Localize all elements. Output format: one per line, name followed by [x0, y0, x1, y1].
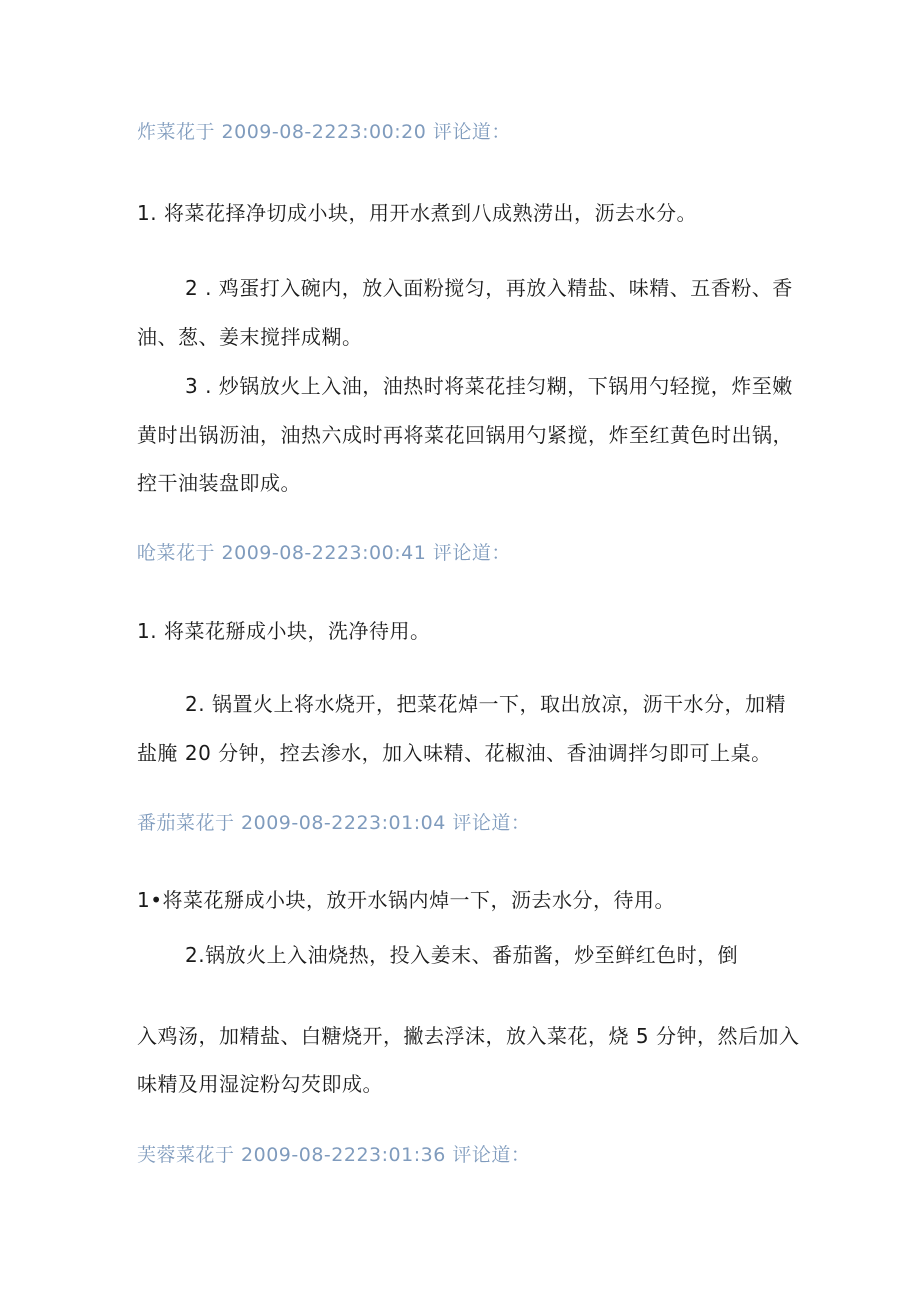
recipe-step: 3 . 炒锅放火上入油，油热时将菜花挂匀糊，下锅用勺轻搅，炸至嫩	[185, 374, 793, 398]
comment-heading: 番茄菜花于 2009-08-2223:01:04 评论道：	[137, 812, 531, 834]
recipe-step: 2. 锅置火上将水烧开，把菜花焯一下，取出放凉，沥干水分，加精	[185, 692, 786, 716]
recipe-step: 1. 将菜花择净切成小块，用开水煮到八成熟涝出，沥去水分。	[137, 201, 697, 225]
recipe-step: 1•将菜花掰成小块，放开水锅内焯一下，沥去水分，待用。	[137, 888, 676, 912]
recipe-step-continuation: 控干油装盘即成。	[137, 471, 301, 495]
recipe-step: 2.锅放火上入油烧热，投入姜末、番茄酱，炒至鲜红色时，倒	[185, 943, 739, 967]
comment-heading: 芙蓉菜花于 2009-08-2223:01:36 评论道：	[137, 1144, 531, 1166]
recipe-step-continuation: 入鸡汤，加精盐、白糖烧开，撇去浮沫，放入菜花，烧 5 分钟，然后加入	[137, 1024, 800, 1048]
recipe-step-continuation: 味精及用湿淀粉勾芡即成。	[137, 1072, 383, 1096]
comment-heading: 呛菜花于 2009-08-2223:00:41 评论道：	[137, 542, 511, 564]
recipe-step-continuation: 盐腌 20 分钟，控去渗水，加入味精、花椒油、香油调拌匀即可上桌。	[137, 741, 772, 765]
recipe-step: 2 . 鸡蛋打入碗内，放入面粉搅匀，再放入精盐、味精、五香粉、香	[185, 276, 793, 300]
recipe-step-continuation: 黄时出锅沥油，油热六成时再将菜花回锅用勺紧搅，炸至红黄色时出锅，	[137, 423, 793, 447]
comment-heading: 炸菜花于 2009-08-2223:00:20 评论道：	[137, 121, 511, 143]
recipe-step: 1. 将菜花掰成小块，洗净待用。	[137, 619, 431, 643]
recipe-step-continuation: 油、葱、姜末搅拌成糊。	[137, 325, 363, 349]
